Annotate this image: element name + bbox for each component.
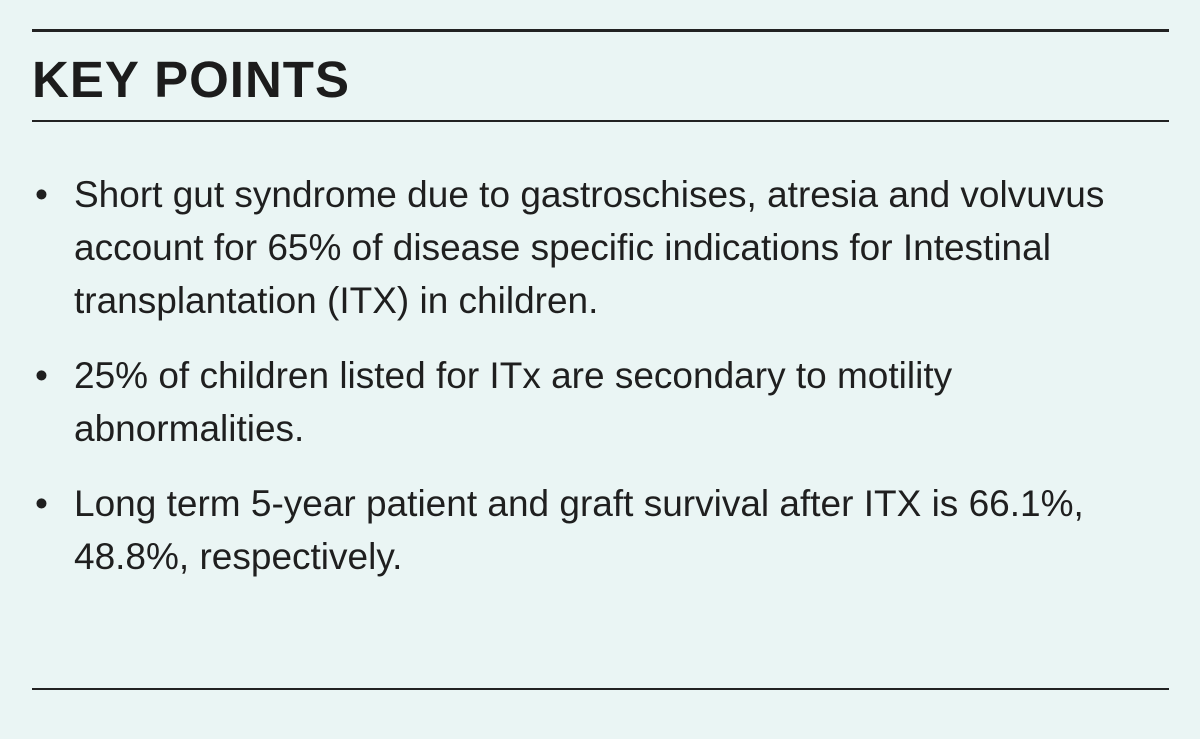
key-point-text: Short gut syndrome due to gastroschises, atresia and volvuvus account for 65% of disease specific indications for Intestinal transplantation (ITX) in children. bbox=[74, 174, 1105, 321]
bottom-rule bbox=[32, 688, 1169, 690]
top-rule bbox=[32, 29, 1169, 32]
bullet-icon: • bbox=[35, 174, 48, 215]
key-point-item bbox=[32, 168, 1169, 327]
key-points-heading: KEY POINTS bbox=[32, 51, 350, 108]
key-point-item bbox=[32, 349, 1169, 455]
bullet-icon: • bbox=[35, 355, 48, 396]
heading-underline-rule bbox=[32, 120, 1169, 122]
key-point-item bbox=[32, 477, 1169, 583]
key-point-text: Long term 5-year patient and graft survival after ITX is 66.1%, 48.8%, respectively. bbox=[74, 483, 1084, 577]
bullet-icon: • bbox=[35, 483, 48, 524]
key-point-text: 25% of children listed for ITx are secondary to motility abnormalities. bbox=[74, 355, 953, 449]
key-points-list bbox=[32, 168, 1169, 583]
